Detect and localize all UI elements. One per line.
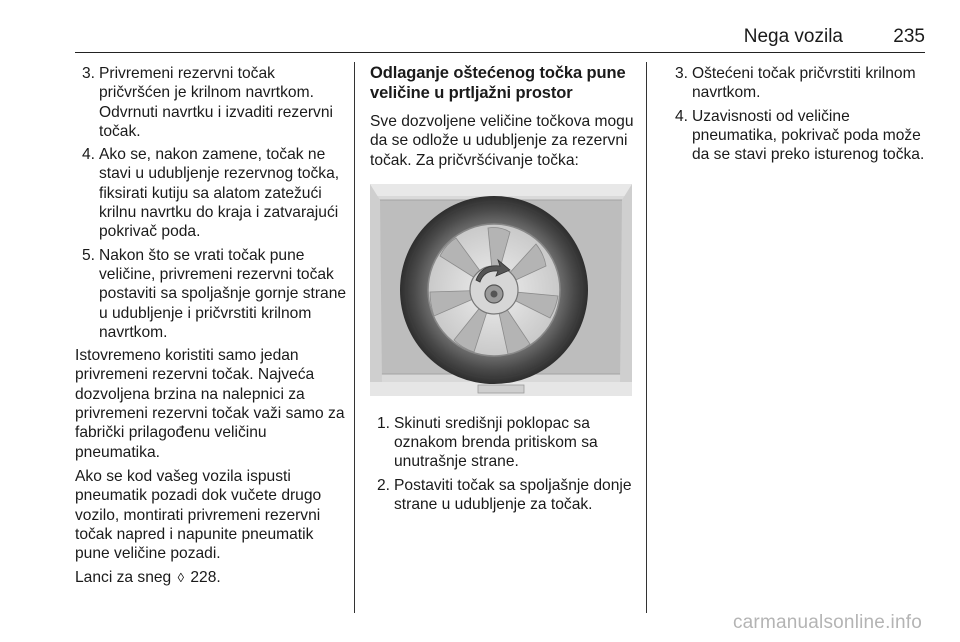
step-text: Uzavisnosti od veličine pneumatika, pokrivač poda može da se stavi preko isturenog točka.: [692, 107, 925, 164]
watermark: carmanualsonline.info: [732, 612, 922, 633]
step-number: 5.: [82, 246, 96, 264]
step-text: Oštećeni točak pričvrstiti krilnom navrtkom.: [692, 65, 916, 102]
list-item: [668, 107, 930, 165]
step-text: Skinuti središnji poklopac sa oznakom brenda pritiskom sa unutrašnje strane.: [394, 414, 598, 471]
list-item: [668, 64, 930, 103]
crossref-text: Lanci za sneg: [75, 569, 172, 587]
column-divider: [354, 62, 355, 613]
paragraph-towing: Ako se kod vašeg vozila ispusti pneumatik pozadi dok vučete drugo vozilo, montirati privremeni rezervni točak napred i napunite pneumatik pune veličine pozadi.: [75, 467, 322, 563]
spare-wheel-illustration: [370, 184, 632, 396]
column-divider: [646, 62, 647, 613]
page-header: [75, 26, 925, 53]
step-number: 4.: [82, 146, 96, 164]
crossref-snow-chains[interactable]: [75, 568, 347, 587]
list-item: [75, 145, 347, 241]
trunk-edge-top: [370, 184, 632, 196]
crossref-page: 228.: [190, 569, 221, 587]
column-right: [668, 64, 930, 168]
section-title: Nega vozila: [743, 26, 843, 47]
latch-plate: [478, 385, 524, 393]
wing-nut-center: [491, 290, 498, 297]
column-left: [75, 64, 347, 593]
paragraph-spare-wheel-usage: Istovremeno koristiti samo jedan privremeni rezervni točak. Najveća dozvoljena brzina na nalepnici za privremeni rezervni točak važi samo za fabrički prilagođenu veličinu pneumatika.: [75, 347, 345, 461]
step-text: Nakon što se vrati točak pune veličine, privremeni rezervni točak postaviti sa spoljašnje gornje strane u udubljenje i pričvrstiti krilnom navrtkom.: [99, 246, 347, 341]
steps-list: [75, 64, 347, 342]
step-number: 2.: [377, 476, 391, 494]
step-text: Privremeni rezervni točak pričvršćen je krilnom navrtkom. Odvrnuti navrtku i izvaditi rezervni točak.: [99, 65, 333, 140]
list-item: [370, 414, 636, 472]
step-number: 1.: [377, 414, 391, 432]
intro-paragraph: Sve dozvoljene veličine točkova mogu da se odlože u udubljenje za rezervni točak. Za pričvršćivanje točka:: [370, 113, 634, 169]
list-item: [370, 476, 636, 515]
step-number: 3.: [82, 65, 96, 82]
step-number: 3.: [675, 65, 689, 82]
list-item: [75, 64, 347, 141]
steps-list: [668, 64, 930, 164]
steps-list: [370, 414, 636, 514]
list-item: [75, 246, 347, 342]
step-text: Postaviti točak sa spoljašnje donje strane u udubljenje za točak.: [394, 476, 632, 514]
page-number: 235: [893, 26, 925, 47]
crossref-arrow-icon: ◊: [177, 570, 185, 586]
step-text: Ako se, nakon zamene, točak ne stavi u udubljenje rezervnog točka, fiksirati kutiju sa alatom zatežući krilnu navrtku do kraja i zatvarajući pokrivač poda.: [99, 146, 340, 241]
column-middle: [370, 64, 636, 518]
step-number: 4.: [675, 107, 689, 125]
section-heading: Odlaganje oštećenog točka pune veličine u prtljažni prostor: [370, 64, 626, 102]
